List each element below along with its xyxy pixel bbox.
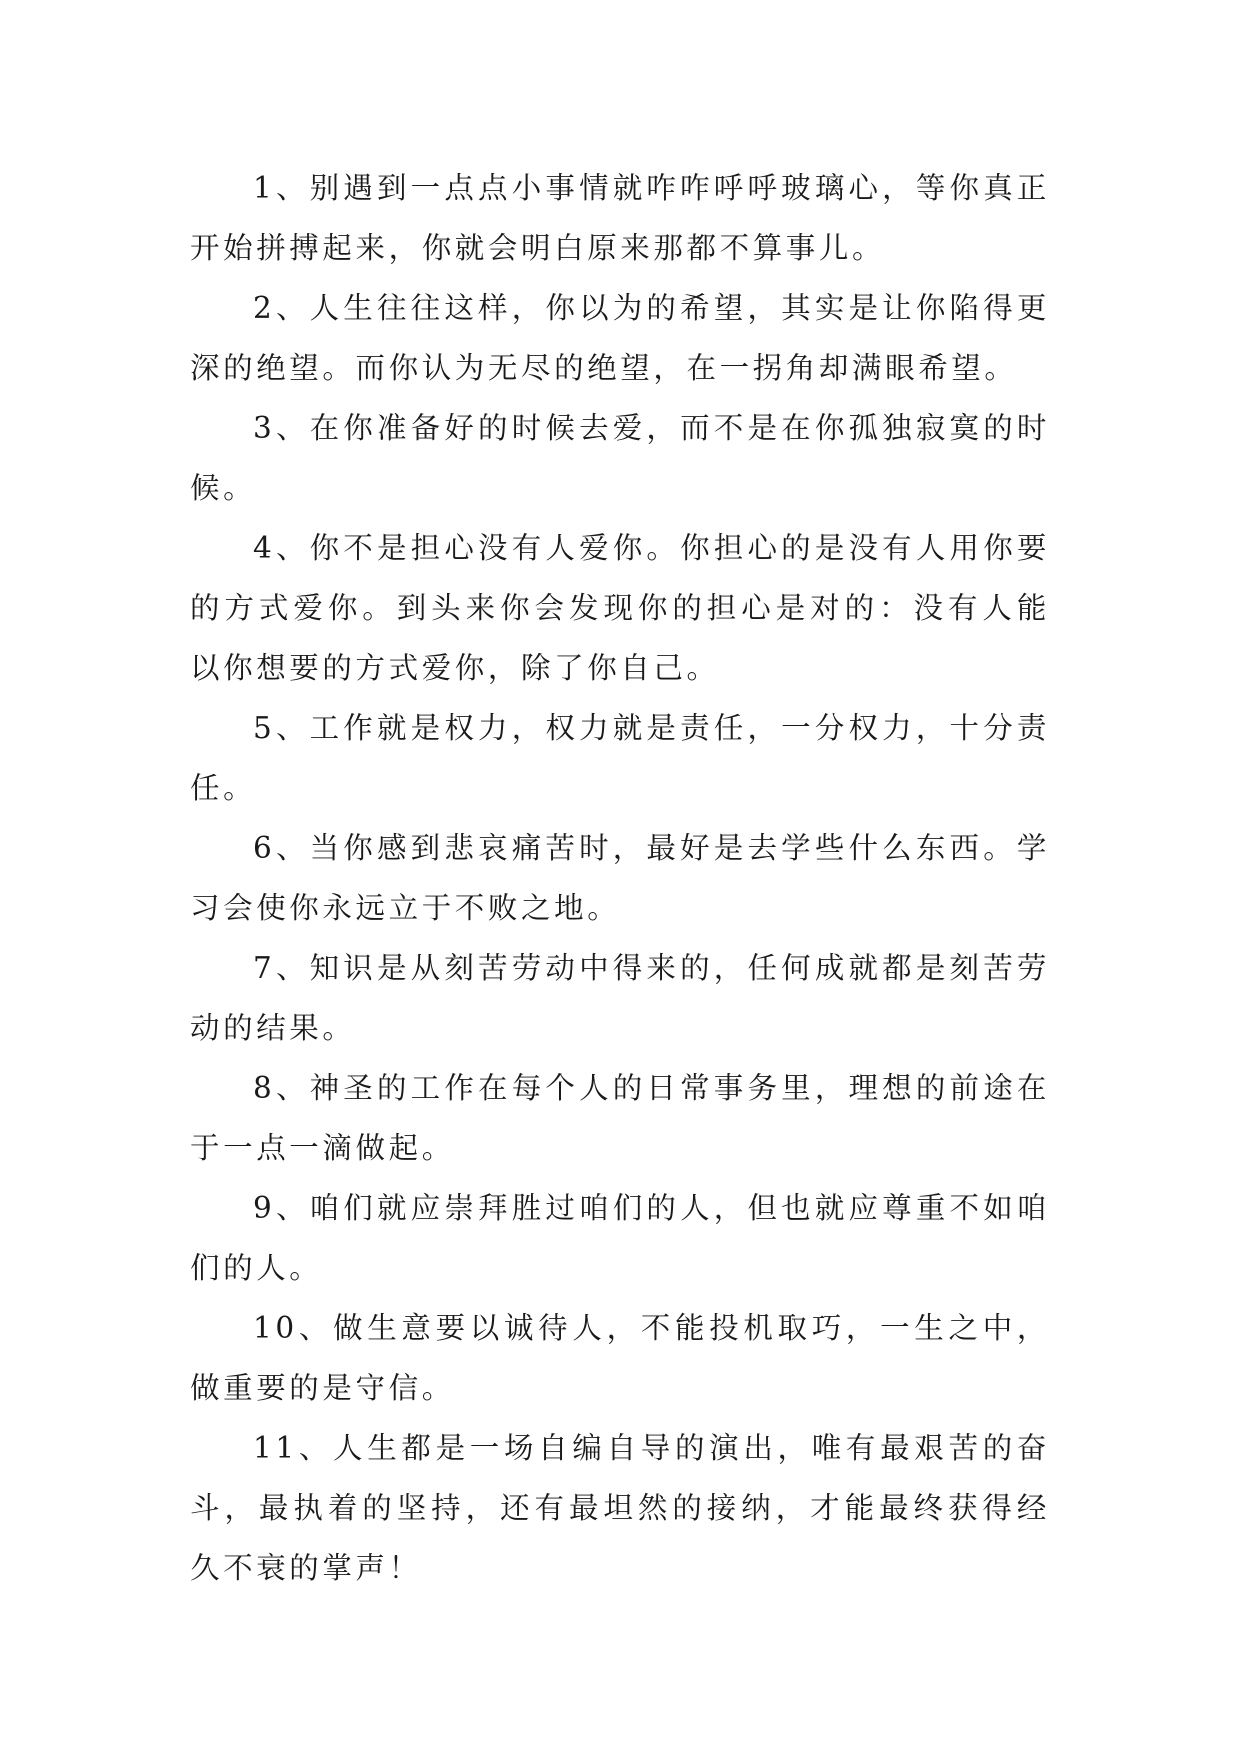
- paragraph-7: 7、知识是从刻苦劳动中得来的，任何成就都是刻苦劳动的结果。: [190, 951, 1050, 1045]
- paragraph-8: 8、神圣的工作在每个人的日常事务里，理想的前途在于一点一滴做起。: [190, 1071, 1050, 1165]
- document-body: [190, 158, 1050, 1598]
- paragraph-5: 5、工作就是权力，权力就是责任，一分权力，十分责任。: [190, 711, 1050, 805]
- paragraph-11: 11、人生都是一场自编自导的演出，唯有最艰苦的奋斗，最执着的坚持，还有最坦然的接纳，才能最终获得经久不衰的掌声！: [190, 1431, 1050, 1585]
- paragraph-9: 9、咱们就应崇拜胜过咱们的人，但也就应尊重不如咱们的人。: [190, 1191, 1050, 1285]
- paragraph-3: 3、在你准备好的时候去爱，而不是在你孤独寂寞的时候。: [190, 411, 1050, 505]
- paragraph-6: 6、当你感到悲哀痛苦时，最好是去学些什么东西。学习会使你永远立于不败之地。: [190, 831, 1050, 925]
- paragraph-2: 2、人生往往这样，你以为的希望，其实是让你陷得更深的绝望。而你认为无尽的绝望，在一拐角却满眼希望。: [190, 291, 1050, 385]
- paragraph-1: 1、别遇到一点点小事情就咋咋呼呼玻璃心，等你真正开始拼搏起来，你就会明白原来那都不算事儿。: [190, 171, 1050, 265]
- paragraph-4: 4、你不是担心没有人爱你。你担心的是没有人用你要的方式爱你。到头来你会发现你的担心是对的：没有人能以你想要的方式爱你，除了你自己。: [190, 531, 1050, 685]
- paragraph-10: 10、做生意要以诚待人，不能投机取巧，一生之中，做重要的是守信。: [190, 1311, 1050, 1405]
